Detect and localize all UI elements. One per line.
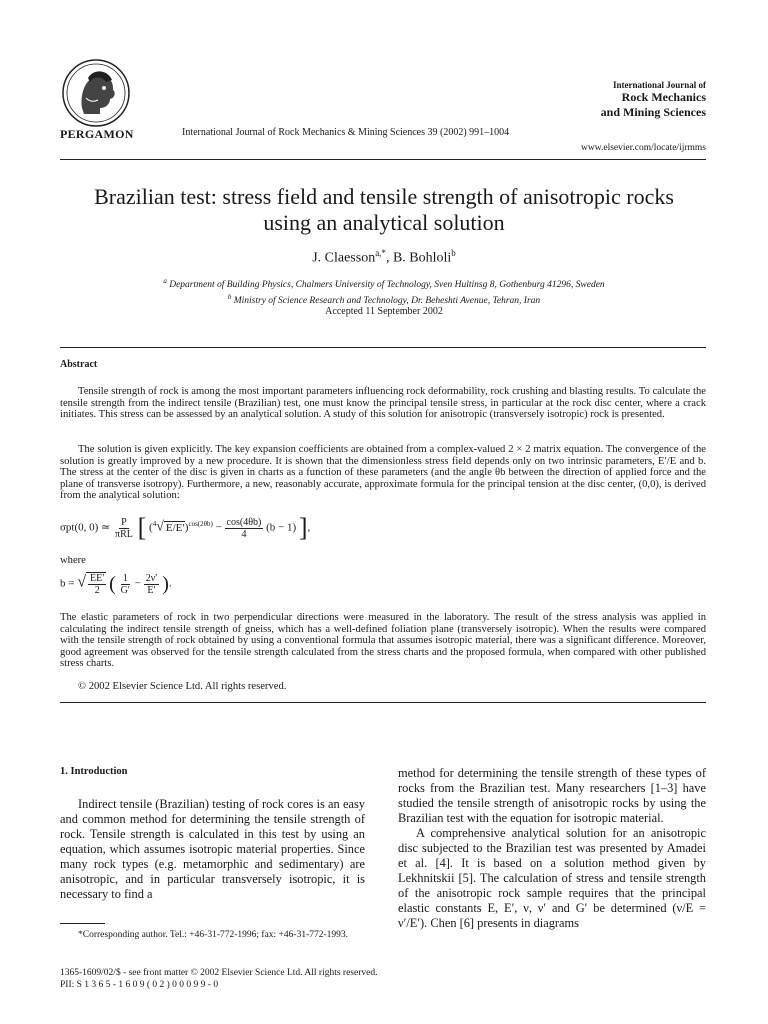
sqrt-icon: √ [156,519,164,535]
eq-denominator: πRL [115,528,133,540]
eq-fraction [119,573,132,596]
affiliation-marker: a [163,277,167,285]
issn-block [60,967,377,991]
affiliations [40,275,728,307]
eq-lhs: b = [60,577,75,590]
abstract-paragraph-2: The solution is given explicitly. The key expansion coefficients are obtained from a complex-valued 2 × 2 matrix equation. The convergence of the solution is greatly improved by a new procedure. It is shown that the dimensionless stress field depends only on two intrinsic parameters, E′/E and b. The stress at the center of the disc is given in charts as a function of these parameters (and the angle θb between the direction of applied force and the plane of transverse isotropy). Furthermore, a new, reasonably accurate, approximate formula for the principal tension at the disc center, (0,0), is derived from the analytical solution: [60,444,706,501]
author-separator: , [385,250,393,266]
eq-numerator: 1 [122,572,128,584]
eq-numerator: cos(4θb) [226,516,262,528]
author-name: J. Claesson [312,250,376,266]
abstract-top-rule [60,347,706,348]
affiliation-text: Ministry of Science Research and Technology, Dr. Beheshti Avenue, Tehran, Iran [233,296,541,307]
eq-bracket-open: [ [137,513,147,542]
eq-paren: ( [149,521,153,534]
eq-minus: − [134,577,141,590]
pii-line: PII: S 1 3 6 5 - 1 6 0 9 ( 0 2 ) 0 0 0 9 9 - 0 [60,980,219,990]
eq-numerator: P [121,516,127,528]
eq-fraction [86,572,106,596]
journal-box-line1: Rock Mechanics [621,90,706,104]
sqrt-icon: √ [77,573,86,591]
issn-line: 1365-1609/02/$ - see front matter © 2002 Elsevier Science Ltd. All rights reserved. [60,968,378,978]
author-list [40,248,728,267]
eq-minus: − [215,521,222,534]
eq-exponent: cos(2θb) [188,519,213,528]
left-column [60,797,365,902]
paper-title [40,184,728,236]
abstract-paragraph-1: Tensile strength of rock is among the most important parameters influencing rock deformability, rock crushing and blasting results. To calculate the tensile strength from the indirect tensile (Brazilian) test, one must know the principal tensile stress, in particular at the rock disc center, where a crack initiates. This stress can be assessed by an analytical solution. A study of this solution for anisotropic (transversely isotropic) rock is presented. [60,386,706,420]
affiliation-text: Department of Building Physics, Chalmers University of Technology, Sven Hultinsg 8, Gothenburg 41296, Sweden [169,280,605,291]
accepted-date: Accepted 11 September 2002 [325,306,443,317]
body-paragraph: method for determining the tensile strength of these types of rocks from the Brazilian test. Many researchers [1–3] have studied the tensile strength of anisotropic rocks by using the Brazilian test with the equation for isotropic material. [398,766,706,825]
eq-root-index: 4 [152,519,157,528]
journal-url[interactable]: www.elsevier.com/locate/ijrmms [581,143,706,153]
title-line-2: using an analytical solution [263,210,505,235]
journal-box [601,80,706,120]
eq-fraction [225,517,264,540]
corresponding-author-footnote: *Corresponding author. Tel.: +46-31-772-1996; fax: +46-31-772-1993. [78,930,349,940]
where-text: where [60,555,86,566]
eq-paren-open: ( [109,573,116,595]
eq-paren-close: ) [162,573,169,595]
eq-fraction [113,517,135,540]
author-superscript: a,* [375,248,386,258]
header-rule [60,159,706,160]
title-line-1: Brazilian test: stress field and tensile strength of anisotropic rocks [94,184,674,209]
publisher-logo [60,58,132,128]
eq-numerator: 2ν′ [145,572,158,584]
affiliation-marker: b [227,293,232,302]
eq-tail: (b − 1) [266,521,297,534]
affiliation-a [40,275,728,291]
eq-radicand: E/E′ [165,521,185,534]
eq-denominator: 2 [94,585,100,596]
eq-denominator: G′ [120,584,130,596]
author-superscript: b [451,248,456,258]
right-column [398,766,706,931]
eq-fraction [144,573,160,596]
abstract-heading: Abstract [60,359,98,370]
affiliation-b [40,291,728,307]
footnote-rule [60,923,105,924]
eq-paren: ) [184,521,189,534]
eq-lhs: σpt(0, 0) ≃ [60,521,111,534]
journal-box-small: International Journal of [612,80,706,90]
abstract-bottom-rule [60,702,706,703]
eq-end: , [307,521,311,534]
eq-denominator: 4 [241,528,247,540]
eq-bracket-close: ] [298,513,308,542]
equation-principal-tension [60,515,310,541]
abstract-paragraph-3: The elastic parameters of rock in two perpendicular directions were measured in the laboratory. The result of the stress analysis was applied in calculating the indirect tensile strength of gneiss, which has a well-defined foliation plane (transversely isotropic). When the results were compared with the tensile strength of rock obtained by using a conventional formula that assumes isotropic material, there was a significant difference. Moreover, good agreement was observed for the tensile strength calculated from the stress charts and the proposed formula, when compared with other published stress charts. [60,612,706,669]
eq-denominator: E′ [147,584,156,596]
eq-end: . [168,577,172,590]
copyright-notice: © 2002 Elsevier Science Ltd. All rights reserved. [78,681,287,692]
equation-b-parameter [60,572,172,596]
author-name: B. Bohloli [392,250,452,266]
body-paragraph: Indirect tensile (Brazilian) testing of rock cores is an easy and common method for determining the tensile strength of rock. Tensile strength is calculated in this test by using an equation, which assumes isotropic material properties. Since many rock types (e.g. metamorphic and sedimentary) are anisotropic, and in particular transversely isotropic, it is necessary to find a [60,797,365,901]
eq-numerator: EE′ [90,573,105,584]
journal-box-line2: and Mining Sciences [600,105,706,119]
journal-citation: International Journal of Rock Mechanics & Mining Sciences 39 (2002) 991–1004 [182,127,510,138]
body-paragraph: A comprehensive analytical solution for an anisotropic disc subjected to the Brazilian test was presented by Amadei et al. [4]. It is based on a solution method given by Lekhnitskii [5]. The calculation of stress and tensile strength of the anisotropic rock sample requires that the principal elastic constants E, E′, ν, ν′ and G′ be determined (ν/E = ν′/E′). Chen [6] presents in diagrams [398,826,706,930]
section-heading: 1. Introduction [60,766,128,777]
publisher-name: PERGAMON [60,127,134,141]
